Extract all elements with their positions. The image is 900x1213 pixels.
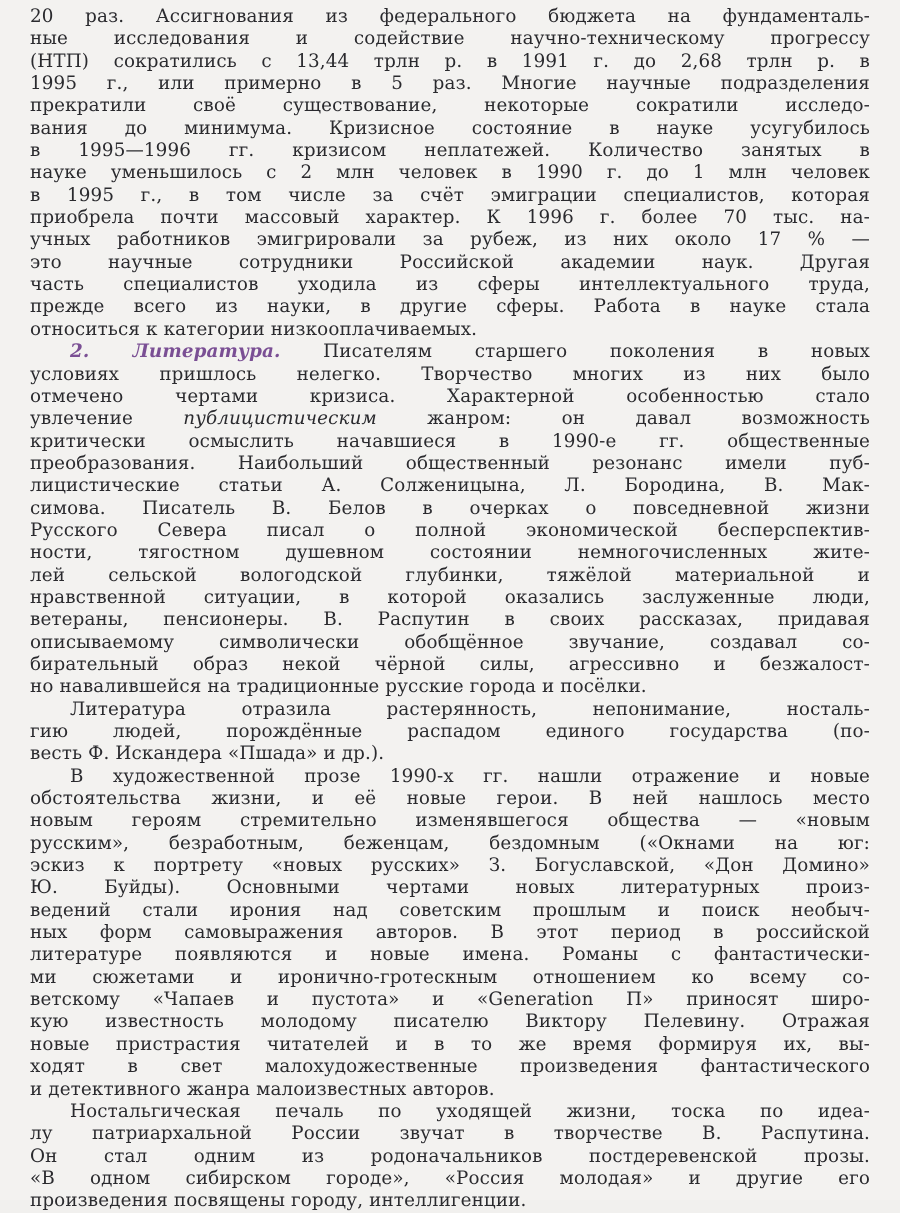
text-line: Ностальгическая печаль по уходящей жизни, тоска по идеа- [70, 1100, 870, 1122]
italic-term: публицистическим [183, 408, 377, 430]
paragraph-prose-1990s [30, 766, 870, 1101]
text-line: произведения посвящены городу, интеллигенции. [30, 1190, 527, 1212]
text-line: нравственной ситуации, в которой оказались заслуженные люди, [30, 586, 870, 608]
text-line: в 1995—1996 гг. кризисом неплатежей. Количество занятых в [30, 140, 870, 162]
text-run: жанром: он давал возможность [376, 408, 870, 430]
text-line: ветскому «Чапаев и пустота» и «Generation П» приносят широ- [30, 989, 870, 1011]
text-line: Он стал одним из родоначальников постдеревенской прозы. [30, 1145, 870, 1167]
paragraph-nostalgia [30, 699, 870, 766]
text-line: 20 раз. Ассигнования из федерального бюджета на фундаменталь- [30, 6, 870, 27]
text-line: Литература отразила растерянность, непонимание, носталь- [70, 698, 870, 720]
section-literature [30, 341, 870, 699]
text-line: эскиз к портрету «новых русских» З. Богуславской, «Дон Домино» [30, 855, 870, 877]
text-line: русским», безработным, беженцам, бездомным («Окнами на юг: [30, 832, 870, 854]
text-line: прежде всего из науки, в другие сферы. Работа в науке стала [30, 296, 870, 318]
text-line: часть специалистов уходила из сферы интеллектуального труда, [30, 274, 870, 296]
section-heading: 2. Литература. [70, 341, 281, 363]
text-line: описываемому символически обобщённое звучание, создавал со- [30, 631, 870, 653]
text-line: условиях пришлось нелегко. Творчество многих из них было [30, 363, 870, 385]
text-line: обстоятельства жизни, и её новые герои. В ней нашлось место [30, 788, 870, 810]
text-line: Ю. Буйды). Основными чертами новых литературных произ- [30, 877, 870, 899]
text-line: ных форм самовыражения авторов. В этот период в российской [30, 922, 870, 944]
text-line: преобразования. Наибольший общественный резонанс имели пуб- [30, 452, 870, 474]
text-line: ведений стали ирония над советским прошлым и поиск необыч- [30, 899, 870, 921]
text-run: увлечение [30, 408, 184, 430]
text-run: Писателям старшего поколения в новых [280, 341, 870, 363]
text-line: это научные сотрудники Российской академии наук. Другая [30, 251, 870, 273]
text-line [30, 341, 870, 363]
text-line: литературе появляются и новые имена. Романы с фантастически- [30, 944, 870, 966]
text-line: новым героям стремительно изменявшегося общества — «новым [30, 810, 870, 832]
text-line: ветераны, пенсионеры. В. Распутин в своих рассказах, придавая [30, 609, 870, 631]
text-line: отмечено чертами кризиса. Характерной особенностью стало [30, 385, 870, 407]
text-line: гию людей, порождённые распадом единого государства (по- [30, 721, 870, 742]
paragraph-rasputin [30, 1101, 870, 1213]
text-line [30, 408, 870, 430]
text-line: ности, тягостном душевном состоянии немногочисленных жите- [30, 542, 870, 564]
text-line: относиться к категории низкооплачиваемых. [30, 318, 478, 340]
text-line: лей сельской вологодской глубинки, тяжёлой материальной и [30, 564, 870, 586]
text-line: 1995 г., или примерно в 5 раз. Многие научные подразделения [30, 73, 870, 95]
text-line: в 1995 г., в том числе за счёт эмиграции специалистов, которая [30, 184, 870, 206]
text-line: весть Ф. Искандера «Пшада» и др.). [30, 743, 385, 765]
text-line: ми сюжетами и иронично-гротескным отношением ко всему со- [30, 966, 870, 988]
paragraph-science-funding [30, 6, 870, 341]
text-line: критически осмыслить начавшиеся в 1990-е гг. общественные [30, 430, 870, 452]
text-line: В художественной прозе 1990-х гг. нашли отражение и новые [70, 765, 870, 787]
text-line: ходят в свет малохудожественные произведения фантастического [30, 1056, 870, 1078]
text-line: (НТП) сократились с 13,44 трлн р. в 1991 г. до 2,68 трлн р. в [30, 50, 870, 72]
text-line: науке уменьшилось с 2 млн человек в 1990 г. до 1 млн человек [30, 162, 870, 184]
text-line: лицистические статьи А. Солженицына, Л. Бородина, В. Мак- [30, 475, 870, 497]
text-line: но навалившейся на традиционные русские города и посёлки. [30, 676, 647, 698]
text-line: новые пристрастия читателей и в то же время формируя их, вы- [30, 1033, 870, 1055]
text-line: учных работников эмигрировали за рубеж, из них около 17 % — [30, 229, 870, 251]
text-line: ные исследования и содействие научно-техническому прогрессу [30, 28, 870, 50]
text-line: «В одном сибирском городе», «Россия молодая» и другие его [30, 1167, 870, 1189]
text-line: бирательный образ некой чёрной силы, агрессивно и безжалост- [30, 653, 870, 675]
text-line: приобрела почти массовый характер. К 1996 г. более 70 тыс. на- [30, 207, 870, 229]
text-line: кую известность молодому писателю Виктору Пелевину. Отражая [30, 1011, 870, 1033]
text-line: симова. Писатель В. Белов в очерках о повседневной жизни [30, 497, 870, 519]
text-line: вания до минимума. Кризисное состояние в науке усугубилось [30, 117, 870, 139]
text-line: прекратили своё существование, некоторые сократили исследо- [30, 95, 870, 117]
text-line: и детективного жанра малоизвестных авторов. [30, 1078, 495, 1100]
text-line: лу патриархальной России звучат в творчестве В. Распутина. [30, 1123, 870, 1145]
text-line: Русского Севера писал о полной экономической бесперспектив- [30, 519, 870, 541]
